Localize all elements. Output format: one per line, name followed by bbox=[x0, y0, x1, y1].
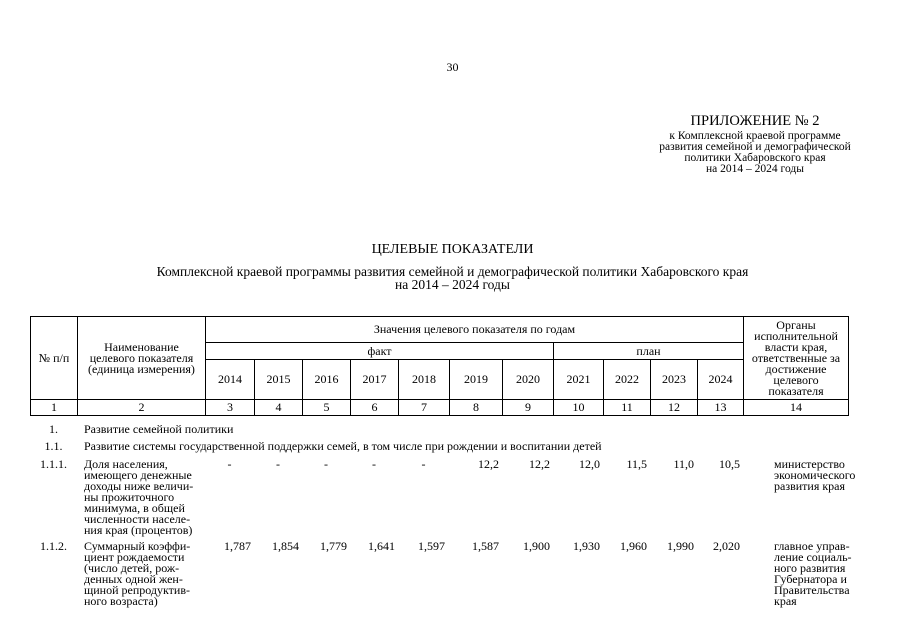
indicator-table-header bbox=[30, 316, 849, 416]
row-indicator-name: Суммарный коэффи- циент рождаемости (число детей, рож- денных одной жен- щиной репродуктив- ного возраста) bbox=[84, 539, 191, 608]
page-number: 30 bbox=[446, 60, 459, 74]
title-main: ЦЕЛЕВЫЕ ПОКАЗАТЕЛИ bbox=[371, 242, 534, 257]
row-indicator-name: Доля населения, имеющего денежные доходы ниже величи- ны прожиточного минимума, в общей численности населе- ния края (процентов) bbox=[84, 457, 194, 537]
row-value: 1,930 bbox=[573, 539, 600, 553]
row-responsible-organ: министерство экономического развития края bbox=[774, 457, 856, 493]
header-values: Значения целевого показателя по годам bbox=[206, 317, 744, 343]
appendix-heading: ПРИЛОЖЕНИЕ № 2 bbox=[690, 113, 820, 129]
row-value: - bbox=[276, 457, 280, 471]
header-year: 2022 bbox=[604, 360, 651, 400]
row-value: 12,2 bbox=[529, 457, 550, 471]
row-value: 10,5 bbox=[719, 457, 740, 471]
row-value: - bbox=[324, 457, 328, 471]
title-sub: на 2014 – 2024 годы bbox=[395, 277, 510, 292]
row-value: 1,641 bbox=[368, 539, 395, 553]
header-year: 2015 bbox=[255, 360, 303, 400]
header-year: 2019 bbox=[450, 360, 503, 400]
section-number: 1.1. bbox=[44, 439, 63, 453]
column-number: 14 bbox=[744, 400, 849, 416]
header-year: 2023 bbox=[651, 360, 698, 400]
title-sub: Комплексной краевой программы развития семейной и демографической политики Хабаровского края bbox=[156, 264, 749, 279]
row-value: 1,900 bbox=[523, 539, 550, 553]
section-title: Развитие системы государственной поддержки семей, в том числе при рождении и воспитании детей bbox=[84, 439, 602, 453]
header-num: № п/п bbox=[31, 317, 78, 400]
header-year: 2017 bbox=[351, 360, 399, 400]
header-plan: план bbox=[554, 343, 744, 360]
column-number: 4 bbox=[255, 400, 303, 416]
row-value: 2,020 bbox=[713, 539, 740, 553]
row-responsible-organ: главное управ- ление социаль- ного развития Губернатора и Правительства края bbox=[774, 539, 852, 608]
column-number: 5 bbox=[303, 400, 351, 416]
row-value: 12,2 bbox=[478, 457, 499, 471]
column-number: 10 bbox=[554, 400, 604, 416]
row-value: 1,854 bbox=[272, 539, 299, 553]
row-value: 1,779 bbox=[320, 539, 347, 553]
appendix-line: развития семейной и демографической bbox=[659, 141, 851, 153]
row-value: - bbox=[421, 457, 426, 471]
column-number: 12 bbox=[651, 400, 698, 416]
header-name: Наименование целевого показателя (единица измерения) bbox=[78, 317, 206, 400]
appendix-line: на 2014 – 2024 годы bbox=[706, 163, 804, 175]
header-year: 2024 bbox=[698, 360, 744, 400]
row-number: 1.1.2. bbox=[40, 539, 67, 553]
appendix-line: политики Хабаровского края bbox=[684, 152, 826, 164]
column-number: 7 bbox=[399, 400, 450, 416]
header-year: 2014 bbox=[206, 360, 255, 400]
column-number: 6 bbox=[351, 400, 399, 416]
row-value: 1,587 bbox=[472, 539, 499, 553]
appendix-line: к Комплексной краевой программе bbox=[669, 130, 841, 142]
row-value: 11,5 bbox=[626, 457, 647, 471]
column-number: 2 bbox=[78, 400, 206, 416]
column-number: 8 bbox=[450, 400, 503, 416]
row-value: 1,597 bbox=[418, 539, 445, 553]
column-number: 11 bbox=[604, 400, 651, 416]
section-title: Развитие семейной политики bbox=[84, 422, 234, 436]
row-value: 12,0 bbox=[579, 457, 600, 471]
header-year: 2021 bbox=[554, 360, 604, 400]
header-year: 2020 bbox=[503, 360, 554, 400]
header-year: 2018 bbox=[399, 360, 450, 400]
row-number: 1.1.1. bbox=[40, 457, 67, 471]
row-value: 1,787 bbox=[224, 539, 251, 553]
column-number: 9 bbox=[503, 400, 554, 416]
row-value: 11,0 bbox=[673, 457, 694, 471]
column-number: 3 bbox=[206, 400, 255, 416]
row-value: 1,960 bbox=[620, 539, 647, 553]
appendix-block bbox=[610, 114, 900, 175]
row-value: - bbox=[227, 457, 232, 471]
header-organs: Органы исполнительной власти края, ответственные за достижение целевого показателя bbox=[744, 317, 849, 400]
row-value: 1,990 bbox=[667, 539, 694, 553]
header-year: 2016 bbox=[303, 360, 351, 400]
row-value: - bbox=[372, 457, 376, 471]
column-number: 13 bbox=[698, 400, 744, 416]
document-title bbox=[0, 242, 905, 291]
header-fact: факт bbox=[206, 343, 554, 360]
column-number: 1 bbox=[31, 400, 78, 416]
section-number: 1. bbox=[49, 422, 58, 436]
